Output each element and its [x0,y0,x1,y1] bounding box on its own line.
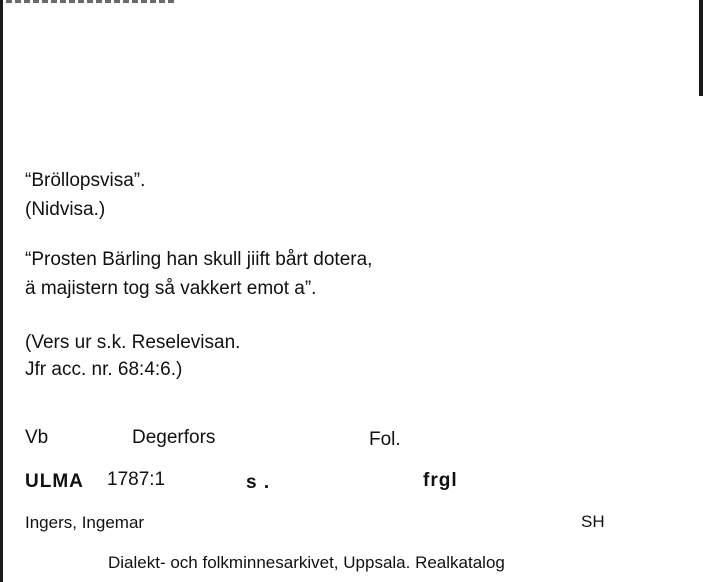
recorder-initials: SH [581,512,605,531]
genre-code: Fol. [369,429,401,450]
note-line-1: (Vers ur s.k. Reselevisan. [25,332,241,353]
quote-line-2: ä majistern tog så vakkert emot a”. [25,278,317,299]
informant-name: Ingers, Ingemar [25,513,145,532]
note-line-2: Jfr acc. nr. 68:4:6.) [25,359,183,380]
archive-code: ULMA [25,471,84,492]
category-code: frgl [423,470,458,491]
top-edge-smudge [6,0,176,3]
archive-footer: Dialekt- och folkminnesarkivet, Uppsala. Realkatalog [108,553,505,572]
accession-number: 1787:1 [107,469,166,490]
card-left-edge [0,0,3,582]
song-type: (Nidvisa.) [25,199,106,220]
song-title: “Bröllopsvisa”. [25,170,146,191]
quote-line-1: “Prosten Bärling han skull jiift bårt dotera, [25,249,373,270]
province-code: Vb [25,427,49,448]
parish-name: Degerfors [132,427,216,448]
page-marker: s . [246,472,271,493]
card-right-edge [699,0,703,96]
